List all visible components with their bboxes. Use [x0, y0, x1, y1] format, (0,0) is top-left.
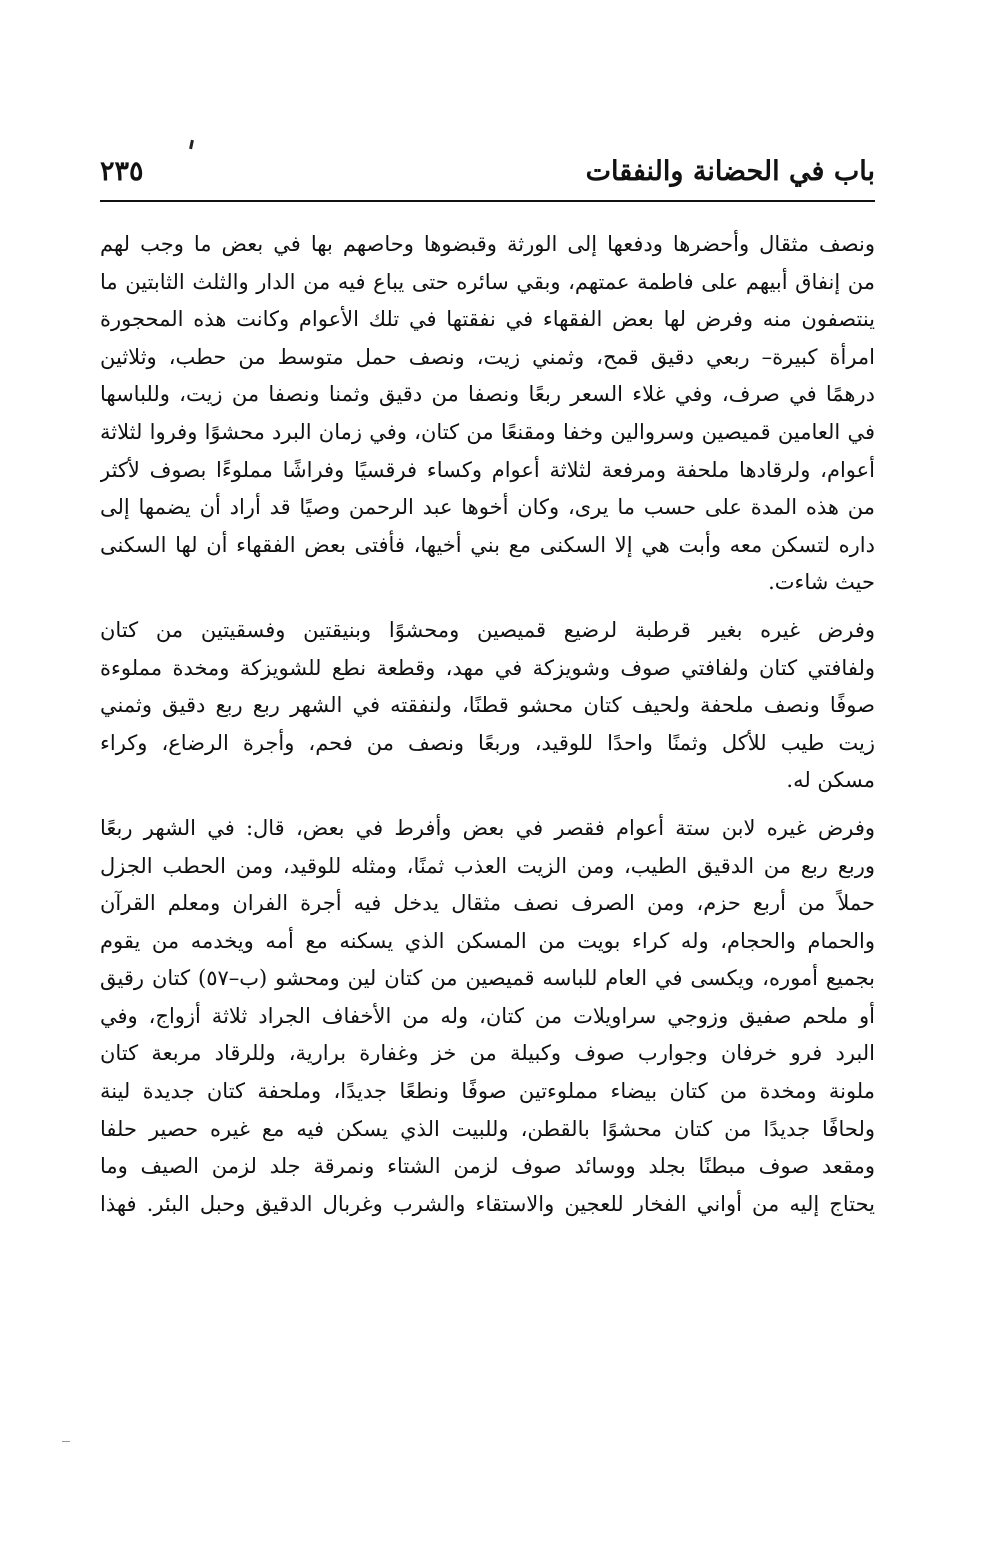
running-title: باب في الحضانة والنفقات	[585, 156, 875, 187]
text-line: أعوام، ولرقادها ملحفة ومرفعة لثلاثة أعوام وكساء فرقسيًا وفراشًا مملوءًا بصوف لأكثر	[100, 457, 875, 482]
header-rule	[100, 200, 875, 202]
text-line: من هذه المدة على حسب ما يرى، وكان أخوها عبد الرحمن وصيًا قد أراد أن يضمها إلى	[100, 495, 875, 520]
text-line: والحمام والحجام، وله كراء بويت من المسكن الذي يسكنه مع أمه ويخدمه من يقوم	[100, 928, 875, 953]
text-line: بجميع أموره، ويكسى في العام للباسه قميصين من كتان لين ومحشو (ب–٥٧) كتان رقيق	[100, 966, 875, 991]
text-line: ونصف مثقال وأحضرها ودفعها إلى الورثة وقبضوها وحاصهم بها في بعض ما وجب لهم	[100, 232, 875, 256]
text-line: ولحافًا جديدًا من كتان محشوًا بالقطن، وللبيت الذي يسكن فيه مع غيره حصير حلفا	[100, 1116, 875, 1141]
text-line: ملونة ومخدة من كتان بيضاء مملوءتين صوفًا ونطعًا جديدًا، وملحفة كتان جديدة لينة	[100, 1079, 875, 1104]
paragraph	[100, 226, 875, 602]
text-line: ولفافتي كتان ولفافتي صوف وشويزكة في مهد، وقطعة نطع للشويزكة ومخدة مملوءة	[100, 655, 875, 680]
text-line: زيت طيب للأكل وثمنًا واحدًا للوقيد، وربعًا ونصف من فحم، وأجرة الرضاع، وكراء	[100, 730, 875, 755]
text-line: وفرض غيره لابن ستة أعوام فقصر في بعض وأفرط في بعض، قال: في الشهر ربعًا	[100, 815, 875, 840]
margin-speck	[62, 1441, 70, 1442]
paragraph	[100, 612, 875, 800]
text-line: البرد فرو خرفان وجوارب صوف وكبيلة من خز وغفارة برارية، وللرقاد مربعة كتان	[100, 1041, 875, 1066]
text-line: وفرض غيره بغير قرطبة لرضيع قميصين ومحشوًا وبنيقتين وفسقيتين من كتان	[100, 617, 875, 642]
text-line: وربع ربع من الدقيق الطيب، ومن الزيت العذب ثمنًا، ومثله للوقيد، ومن الحطب الجزل	[100, 853, 875, 878]
ink-speck	[189, 140, 194, 149]
text-line: درهمًا في صرف، وفي غلاء السعر ربعًا ونصفا من دقيق وثمنا ونصفا من زيت، وللباسها	[100, 382, 875, 407]
text-line: صوفًا ونصف ملحفة ولحيف كتان محشو قطنًا، ولنفقته في الشهر ربع ربع دقيق وثمني	[100, 693, 875, 718]
page-header	[100, 150, 875, 198]
paragraph	[100, 810, 875, 1224]
text-line: من إنفاق أبيهم على فاطمة عمتهم، وبقي سائره حتى يباع فيه من الدار والثلث الثابتين ما	[100, 269, 875, 294]
body-text	[100, 226, 875, 1233]
text-line: حملاً من أربع حزم، ومن الصرف نصف مثقال يدخل فيه أجرة الفران ومعلم القرآن	[100, 891, 875, 916]
text-line: ينتصفون منه وفرض لها بعض الفقهاء في نفقتها في تلك الأعوام وكانت هذه المحجورة	[100, 307, 875, 332]
text-line: ومقعد صوف مبطنًا بجلد ووسائد صوف لزمن الشتاء ونمرقة جلد لزمن الصيف وما	[100, 1154, 875, 1179]
text-line: في العامين قميصين وسروالين وخفا ومقنعًا من كتان، وفي زمان البرد محشوًا وفروا لثلاثة	[100, 419, 875, 444]
text-line: أو ملحم صفيق وزوجي سراويلات من كتان، وله من الأخفاف الجراد ثلاثة أزواج، وفي	[100, 1003, 875, 1028]
text-line: حيث شاءت.	[768, 570, 875, 595]
text-line: داره لتسكن معه وأبت هي إلا السكنى مع بني أخيها، فأفتى بعض الفقهاء أن لها السكنى	[100, 532, 875, 557]
text-line: امرأة كبيرة– ربعي دقيق قمح، وثمني زيت، ونصف حمل متوسط من حطب، وثلاثين	[100, 344, 875, 369]
text-line: يحتاج إليه من أواني الفخار للعجين والاستقاء والشرب وغربال الدقيق وحبل البئر. فهذا	[100, 1191, 875, 1216]
text-line: مسكن له.	[786, 768, 875, 793]
page-number: ٢٣٥	[100, 156, 144, 187]
